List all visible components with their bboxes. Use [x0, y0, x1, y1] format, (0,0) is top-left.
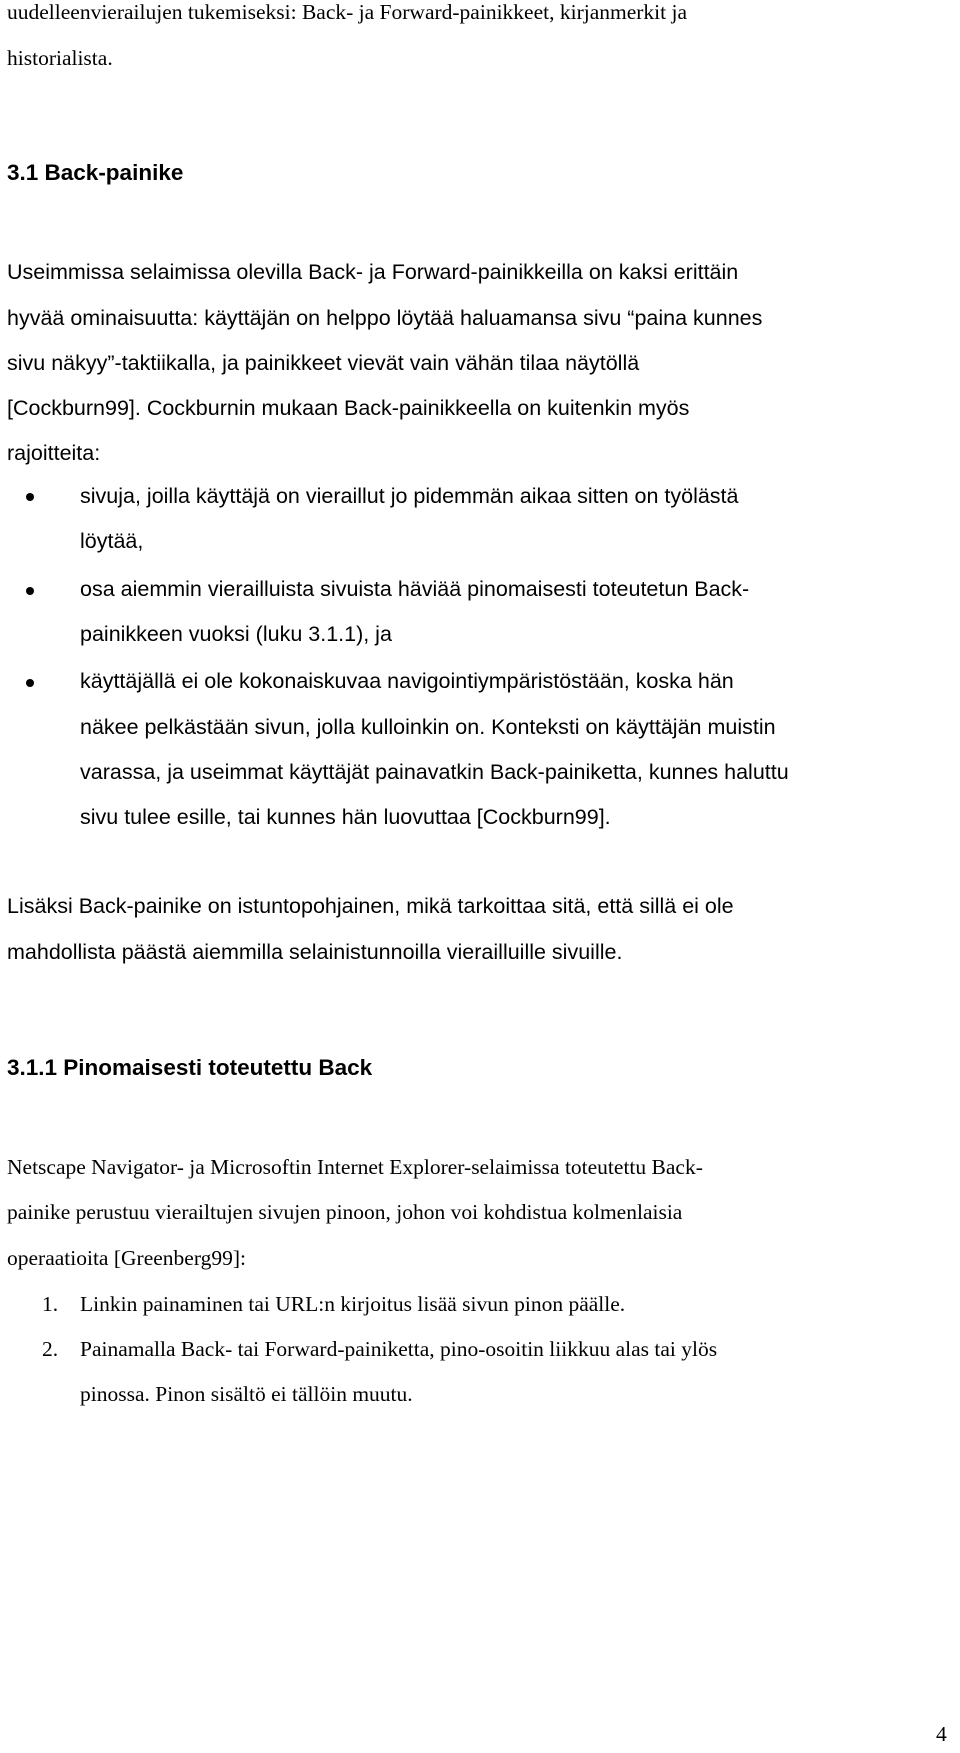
- paragraph-line: mahdollista päästä aiemmilla selainistunnoilla vierailluille sivuille.: [7, 940, 623, 964]
- list-number: 2.: [42, 1337, 59, 1361]
- paragraph-line: rajoitteita:: [7, 441, 101, 465]
- paragraph-line: hyvää ominaisuutta: käyttäjän on helppo löytää haluamansa sivu “paina kunnes: [7, 306, 763, 330]
- paragraph-line: operaatioita [Greenberg99]:: [7, 1246, 246, 1270]
- page-number: 4: [936, 1722, 947, 1746]
- intro-line-2: historialista.: [7, 46, 113, 70]
- list-item-line: Linkin painaminen tai URL:n kirjoitus lisää sivun pinon päälle.: [80, 1292, 626, 1316]
- bullet-item-line: näkee pelkästään sivun, jolla kulloinkin on. Konteksti on käyttäjän muistin: [80, 715, 776, 739]
- list-item-line: Painamalla Back- tai Forward-painiketta, pino-osoitin liikkuu alas tai ylös: [80, 1337, 718, 1361]
- section-heading-3-1: 3.1 Back-painike: [7, 160, 184, 185]
- list-item-line: pinossa. Pinon sisältö ei tällöin muutu.: [80, 1382, 413, 1406]
- bullet-item-line: painikkeen vuoksi (luku 3.1.1), ja: [80, 622, 392, 646]
- bullet-item-line: sivuja, joilla käyttäjä on vieraillut jo pidemmän aikaa sitten on työlästä: [80, 484, 739, 508]
- paragraph-line: Netscape Navigator- ja Microsoftin Internet Explorer-selaimissa toteutettu Back-: [7, 1155, 703, 1179]
- list-number: 1.: [42, 1292, 59, 1316]
- paragraph-line: Useimmissa selaimissa olevilla Back- ja Forward-painikkeilla on kaksi erittäin: [7, 260, 739, 284]
- paragraph-line: painike perustuu vierailtujen sivujen pinoon, johon voi kohdistua kolmenlaisia: [7, 1200, 683, 1224]
- bullet-item-line: sivu tulee esille, tai kunnes hän luovuttaa [Cockburn99].: [80, 805, 611, 829]
- bullet-marker: [26, 587, 34, 595]
- paragraph-line: sivu näkyy”-taktiikalla, ja painikkeet vievät vain vähän tilaa näytöllä: [7, 351, 640, 375]
- bullet-item-line: osa aiemmin vierailluista sivuista häviää pinomaisesti toteutetun Back-: [80, 577, 750, 601]
- bullet-item-line: löytää,: [80, 529, 144, 553]
- bullet-item-line: käyttäjällä ei ole kokonaiskuvaa navigointiympäristöstään, koska hän: [80, 669, 734, 693]
- paragraph-line: [7, 398, 689, 420]
- intro-line-1: uudelleenvierailujen tukemiseksi: Back- ja Forward-painikkeet, kirjanmerkit ja: [7, 0, 688, 24]
- bullet-marker: [26, 493, 34, 501]
- section-heading-3-1-1: 3.1.1 Pinomaisesti toteutettu Back: [7, 1055, 373, 1080]
- bullet-marker: [26, 679, 34, 687]
- paragraph-text: Cockburnin mukaan Back-painikkeella on kuitenkin myös: [146, 396, 690, 420]
- bullet-item-line: varassa, ja useimmat käyttäjät painavatkin Back-painiketta, kunnes haluttu: [80, 760, 789, 784]
- paragraph-line: Lisäksi Back-painike on istuntopohjainen, mikä tarkoittaa sitä, että sillä ei ole: [7, 894, 734, 918]
- citation: [Cockburn99].: [7, 396, 147, 420]
